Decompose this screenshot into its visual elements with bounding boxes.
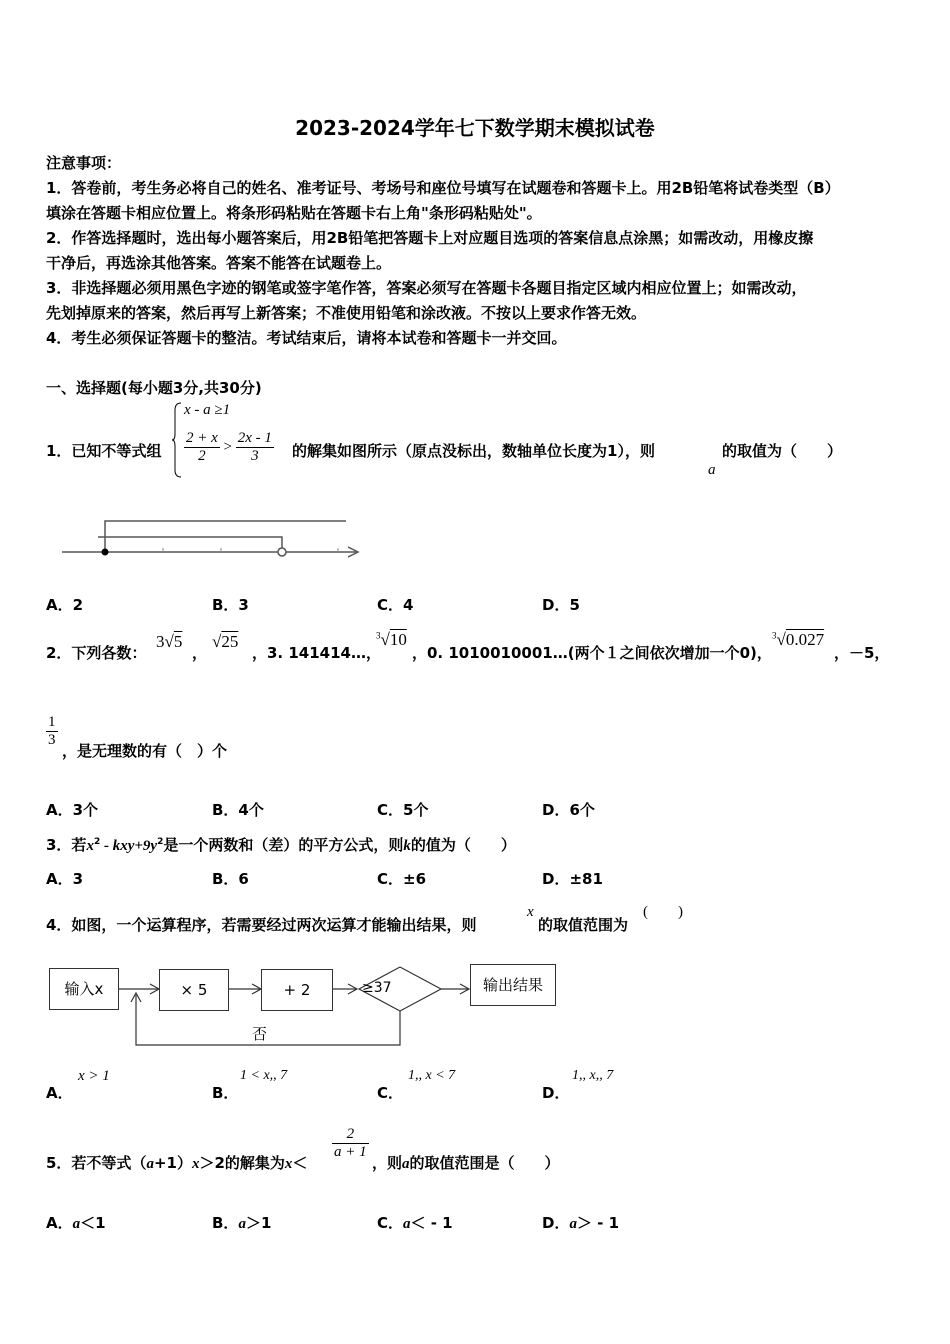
q2-num-7: ，－5， — [834, 644, 890, 662]
q2-num-4: $^3$√10 — [376, 630, 407, 649]
q4-option-d[interactable]: D． — [542, 1084, 570, 1102]
notes-line: 3．非选择题必须用黑色字迹的钢笔或签字笔作答，答案必须写在答题卡各题目指定区域内相应位置上；如需改动， — [46, 279, 807, 297]
q4-option-b[interactable]: B． — [212, 1084, 239, 1102]
q5-option-b[interactable]: B．a＞1 — [212, 1214, 272, 1232]
q1-prefix: 1．已知不等式组 — [46, 442, 162, 460]
section-heading: 一、选择题(每小题3分,共30分) — [46, 379, 262, 397]
q5-suffix: ，则 — [372, 1154, 403, 1172]
q1-ineq1: x - a ≥1 — [184, 402, 231, 418]
q4-option-c[interactable]: C． — [377, 1084, 404, 1102]
q3-prefix: 3．若 — [46, 836, 87, 854]
q1-option-c[interactable]: C．4 — [377, 596, 414, 614]
notes-line: 干净后，再选涂其他答案。答案不能答在试题卷上。 — [46, 254, 392, 272]
q3-option-a[interactable]: A．3 — [46, 870, 84, 888]
q4-option-b-math: 1 < x,, 7 — [240, 1068, 288, 1083]
q1-frac2: $\frac{2x - 1}{3}$ — [237, 430, 272, 464]
notes-line: 填涂在答题卡相应位置上。将条形码粘贴在答题卡右上角"条形码粘贴处"。 — [46, 204, 542, 222]
q3-expr-mid: - kxy+9y — [100, 838, 158, 854]
q2-tail: ，是无理数的有（ ）个 — [62, 742, 228, 760]
q1-option-d[interactable]: D．5 — [542, 596, 580, 614]
q1-suffix: 的解集如图所示（原点没标出，数轴单位长度为1），则 — [292, 442, 655, 460]
notes-line: 先划掉原来的答案，然后再写上新答案；不准使用铅笔和涂改液。不按以上要求作答无效。 — [46, 304, 647, 322]
notes-line: 2．作答选择题时，选出每小题答案后，用2B铅笔把答题卡上对应题目选项的答案信息点涂黑；如需改动，用橡皮擦 — [46, 229, 814, 247]
page-title: 2023-2024学年七下数学期末模拟试卷 — [295, 116, 655, 140]
q1-var: a — [708, 462, 716, 478]
q2-num-5: ，0. 1010010001…(两个１之间依次增加一个0)， — [412, 644, 772, 662]
q5-option-c[interactable]: C．a＜ - 1 — [377, 1214, 453, 1232]
solution-bracket-2 — [98, 537, 282, 552]
q5-prefix: 5．若不等式（ — [46, 1154, 147, 1172]
q2-comma: ， — [192, 644, 208, 662]
q1-option-a[interactable]: A．2 — [46, 596, 84, 614]
closed-dot — [102, 549, 109, 556]
q4-option-d-math: 1,, x,, 7 — [572, 1068, 614, 1083]
q5-option-a[interactable]: A．a＜1 — [46, 1214, 106, 1232]
brace-icon — [172, 402, 182, 478]
q4-option-a[interactable]: A． — [46, 1084, 73, 1102]
q4-tail: 的取值范围为 — [538, 916, 629, 934]
q3-option-d[interactable]: D．±81 — [542, 870, 603, 888]
q3-expr-x: x — [86, 838, 94, 854]
q3-var: k — [403, 838, 411, 854]
q2-num-2: √25 — [212, 632, 239, 651]
notes-line: 1．答卷前，考生务必将自己的姓名、准考证号、考场号和座位号填写在试题卷和答题卡上。用2B铅笔将试卷类型（B） — [46, 179, 840, 197]
q3-suffix: 是一个两数和（差）的平方公式，则 — [163, 836, 404, 854]
q5-option-d[interactable]: D．a＞ - 1 — [542, 1214, 620, 1232]
open-dot — [278, 548, 286, 556]
q2-num-1: 3√5 — [156, 632, 183, 651]
q1-tail: 的取值为（ ） — [722, 442, 843, 460]
flow-condition: ≥37 — [362, 980, 392, 996]
notes-heading: 注意事项： — [46, 154, 122, 172]
flow-multiply-box: × 5 — [159, 969, 229, 1011]
flow-output-box: 输出结果 — [470, 964, 556, 1006]
notes-line: 4．考生必须保证答题卡的整洁。考试结束后，请将本试卷和答题卡一并交回。 — [46, 329, 567, 347]
q2-frac: $\frac{1}{3}$ — [48, 714, 56, 748]
number-line-diagram — [58, 512, 368, 564]
q4-option-c-math: 1,, x < 7 — [408, 1068, 456, 1083]
q5-tail: 的取值范围是（ ） — [409, 1154, 560, 1172]
q2-prefix: 2．下列各数： — [46, 644, 147, 662]
q5-frac: $\frac{2}{a + 1}$ — [334, 1126, 367, 1160]
q4-paren: ( ) — [643, 904, 683, 920]
q1-gt: > — [223, 438, 232, 455]
q2-num-3: ，3. 141414…， — [252, 644, 381, 662]
flow-no-label: 否 — [252, 1025, 268, 1043]
q4-prefix: 4．如图，一个运算程序，若需要经过两次运算才能输出结果，则 — [46, 916, 477, 934]
q4-var: x — [527, 904, 534, 920]
q2-option-b[interactable]: B．4个 — [212, 801, 264, 819]
q1-frac1: $\frac{2 + x}{2}$ — [186, 430, 218, 464]
q3-tail: 的值为（ ） — [410, 836, 516, 854]
q2-option-a[interactable]: A．3个 — [46, 801, 99, 819]
flow-input-box: 输入x — [49, 968, 119, 1010]
q2-option-c[interactable]: C．5个 — [377, 801, 429, 819]
q4-option-a-math: x > 1 — [78, 1068, 110, 1084]
q3-option-b[interactable]: B．6 — [212, 870, 249, 888]
q2-num-6: $^3$√0.027 — [772, 630, 825, 649]
q2-option-d[interactable]: D．6个 — [542, 801, 595, 819]
flow-add-box: + 2 — [261, 969, 333, 1011]
q1-option-b[interactable]: B．3 — [212, 596, 249, 614]
q3-option-c[interactable]: C．±6 — [377, 870, 427, 888]
